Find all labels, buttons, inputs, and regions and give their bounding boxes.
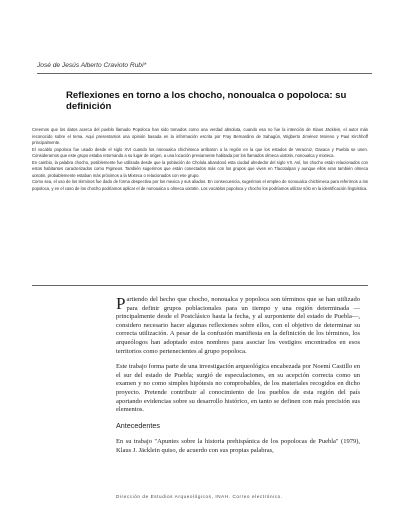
header-rule [37,73,372,74]
body-paragraph [116,296,360,356]
abstract [32,127,368,192]
abstract-paragraph: En cambio, la palabra chocho, posiblemente fue utilizada desde que la población de Cholula abandonó esta ciudad alrededor del siglo VII. Así, los chocho están relacionados con estos habitantes caracterizados como Pigmeos. También sugerimos que están conectados más con los grupos que viven en Tlacotalpan y aunque ellos eran también olmeca uixtotin, probablemente estaban más próximos a la Mixteca o relacionados con ese grupo. [32,159,368,178]
body-paragraph: En su trabajo "Apuntes sobre la historia prehispánica de los popolocas de Puebla" (1979), Klaus J. Jäcklein quiso, de acuerdo con sus propias palabras, [116,438,360,454]
body-paragraph: Este trabajo forma parte de una investigación arqueológica encabezada por Noemí Castillo en el sur del estado de Puebla; surgió de especulaciones, en su acepción correcta como un examen y no como simples hipótesis no comprobables, de los materiales recogidos en dicho proyecto. Pretende contribuir al conocimiento de los pueblos de esta región del país aportando evidencias sobre su desarrollo histórico, en tanto se definen con más precisión sus elementos. [116,363,360,414]
article-body [116,296,360,463]
drop-cap: P [116,294,126,313]
body-paragraph-text: artiendo del hecho que chocho, nonoualca y popoloca son términos que se han utilizado para definir grupos poblacionales para un tiempo y una región determinada —principalmente desde el Postclásico hasta la fecha, y al surponiente del estado de Puebla—, considero necesario hacer algunas reflexiones sobre ellos, con el objetivo de determinar su correcta utilización. A pesar de la confusión manifiesta en la definición de los términos, los arqueólogos han adoptado estos nombres para asociar los vestigios encontrados en esos territorios como pertenecientes al grupo popoloca. [116,296,360,355]
article-title: Reflexiones en torno a los chocho, nonoualca o popoloca: su definición [66,90,347,112]
abstract-rule [32,285,368,286]
author-line: José de Jesús Alberto Cravioto Rubí* [37,62,147,69]
section-heading: Antecedentes [116,420,160,430]
abstract-paragraph: Como sea, el uso de los términos fue dado de forma despectiva por los mexica y sus aliados. En consecuencia, sugerimos el empleo de nonoualca chichimeca para referirnos a los popoloca, y en el caso de los chocho podríamos aplicar el de nonoualca u olmeca uixtotin. Los vocablos popoloca y chocho los podríamos utilizar sólo en la identificación lingüística. [32,179,368,191]
footnote: Dirección de Estudios Arqueológicos, INAH. Correo electrónico. [116,494,283,499]
abstract-paragraph: El vocablo popoloca fue usado desde el siglo XVI cuando los nonoualca chichimeca arribaron a la región en la que los estados de Veracruz, Oaxaca y Puebla se unen. Consideramos que este grupo estaba retornando a su lugar de origen, a una locación previamente habitada por los llamados olmeca uixtotin, nonoualca y mixteca. [32,146,368,158]
abstract-paragraph: Creemos que los datos acerca del pueblo llamado Popoloca han sido tomados como una verdad absoluta, cuando esa no fue la intención de Klaus Jäcklein, el autor más reconocido sobre el tema. Aquí presentamos una opinión basada en la información escrita por Fray Bernardino de Sahagún, Wigberto Jiménez Moreno y Paul Kirchhoff principalmente. [32,127,368,145]
